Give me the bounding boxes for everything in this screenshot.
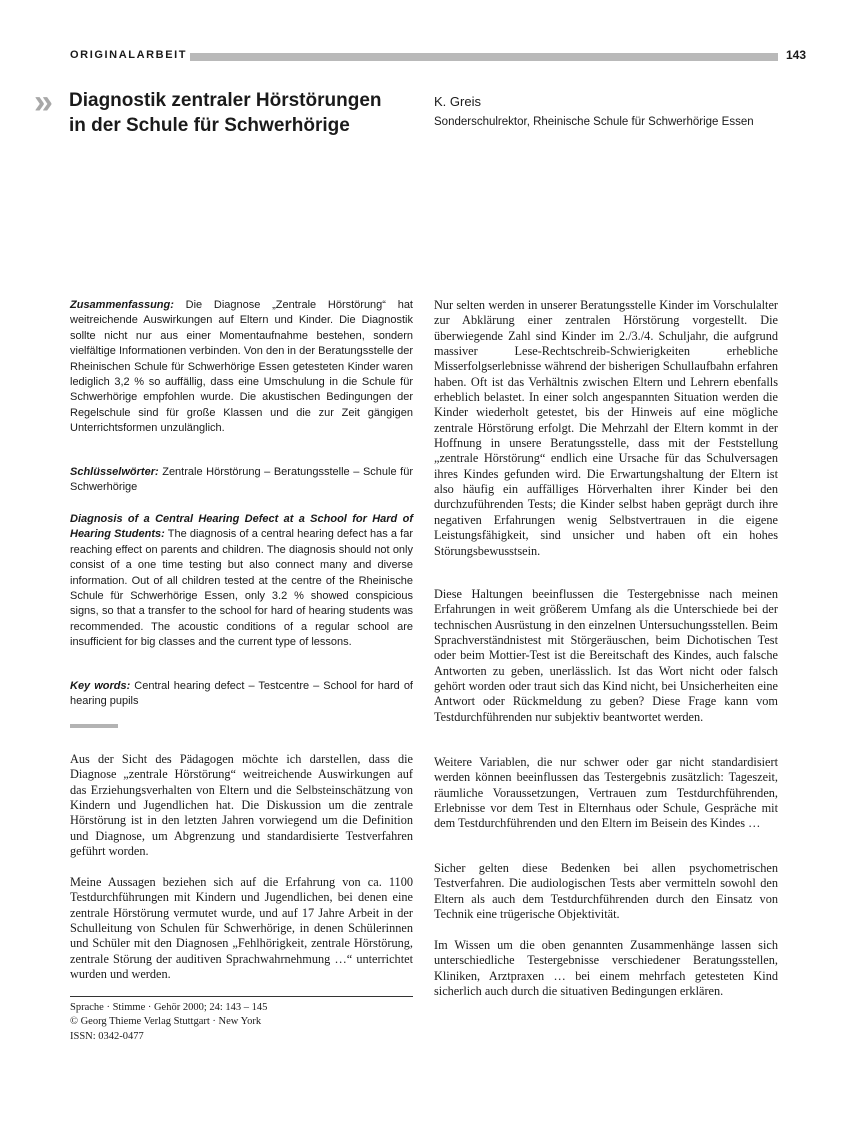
- body-paragraph: Diese Haltungen beeinflussen die Testergebnisse nach meinen Erfahrungen in weit größerem Umfang als die Unterschiede bei der technischen Ausrüstung in den einzelnen Untersuchungsstellen. Beim Sprachverständnistest mit Störgeräuschen, beim Dichotischen Test oder beim Mottier-Test ist die Bereitschaft des Kindes, auch falsche Antworten zu geben, unerlässlich. Ist das Wort nicht oder falsch gehört worden oder traut sich das Kind nicht, bei Unsicherheiten eine Antwort oder Rückmeldung zu geben? Diese Frage kann vom Testdurchführenden nur subjektiv beantwortet werden.: [434, 587, 778, 724]
- keywords-heading: Key words:: [70, 680, 131, 692]
- section-label: ORIGINALARBEIT: [70, 49, 188, 61]
- abstract-text: The diagnosis of a central hearing defect has a far reaching effect on parents and children. The diagnosis should not only consist of a one time testing but also connect many and diverse information. Out of all children tested at the centre of the Rheinische Schule für Schwerhörige Essen, only 3.2 % showed conspicious signs, so that a transfer to the school for hard of hearing students was recommended. The acoustic conditions of a regular school are insufficient for big classes and the current type of lessons.: [70, 528, 414, 649]
- header-rule: [190, 53, 778, 61]
- title-marker-icon: »: [34, 83, 47, 121]
- body-paragraph: Aus der Sicht des Pädagogen möchte ich darstellen, dass die Diagnose „zentrale Hörstörung“ weitreichende Auswirkungen auf das Erziehungsverhalten von Eltern und die Selbsteinschätzung von Kindern und Jugendlichen hat. Die Diskussion um die zentrale Hörstörung ist in den letzten Jahren vorwiegend um die Definition und Diagnose, um Abgrenzung und standardisierte Testverfahren geführt worden.: [70, 752, 413, 859]
- citation-footer: [70, 1001, 267, 1044]
- copyright-line: © Georg Thieme Verlag Stuttgart · New York: [70, 1016, 262, 1028]
- page-number: 143: [786, 48, 807, 62]
- body-paragraph: Im Wissen um die oben genannten Zusammenhänge lassen sich unterschiedliche Testergebnisse verschiedener Beratungsstellen, Kliniken, Arztpraxen … bei einem mehrfach getesteten Kind sicherlich auch durch die situativen Bedingungen erklären.: [434, 938, 778, 999]
- keywords-text: Zentrale Hörstörung – Beratungsstelle – Schule für Schwerhörige: [70, 466, 413, 494]
- issn-line: ISSN: 0342-0477: [70, 1030, 144, 1042]
- author-name: K. Greis: [434, 94, 481, 109]
- title-line: in der Schule für Schwerhörige: [69, 115, 350, 136]
- body-paragraph: Nur selten werden in unserer Beratungsstelle Kinder im Vorschulalter zur Abklärung einer zentralen Hörstörung vorgestellt. Die überwiegende Zahl sind Kinder im 2./3./4. Schuljahr, die aufgrund massiver Lese-Rechtschreib-Schwierigkeiten erhebliche Misserfolgserlebnisse während der bisherigen Schullaufbahn erfahren haben. Oft ist das Verhältnis zwischen Eltern und Lehrern ebenfalls erheblich belastet. In einer solch angespannten Situation werden die Kinder wiederholt getestet, bis der Hinweis auf eine mögliche zentrale Hörstörung erfolgt. Die Mehrzahl der Eltern kommt in der Hoffnung in unsere Beratungsstelle, dass mit der Feststellung „zentrale Hörstörung“ endlich eine Ursache für das Schulversagen ihres Kindes gefunden wird. Die Erwartungshaltung der Eltern ist also häufig ein auffälliges Hörverhalten ihrer Kinder bei den durchzuführenden Tests; die Kinder selbst haben geprägt durch ihre negativen Erfahrungen wenig Selbstvertrauen in die eigene Leistungsfähigkeit, sind unsicher und haben oft ein hohes Störungsbewusstsein.: [434, 298, 778, 558]
- footer-rule: [70, 996, 413, 997]
- abstract-english: [70, 512, 413, 651]
- author-affiliation: Sonderschulrektor, Rheinische Schule für Schwerhörige Essen: [434, 116, 754, 128]
- keywords-german: [70, 465, 413, 496]
- abstract-heading: Zusammenfassung:: [70, 299, 174, 311]
- abstract-end-rule: [70, 724, 118, 728]
- keywords-heading: Schlüsselwörter:: [70, 466, 159, 478]
- journal-citation: Sprache · Stimme · Gehör 2000; 24: 143 – 145: [70, 1002, 268, 1013]
- abstract-german: [70, 298, 413, 437]
- title-line: Diagnostik zentraler Hörstörungen: [69, 90, 382, 111]
- body-paragraph: Meine Aussagen beziehen sich auf die Erfahrung von ca. 1100 Testdurchführungen mit Kindern und Jugendlichen, bei denen eine zentrale Hörstörung vermutet wurde, und auf 17 Jahre Arbeit in der Schulleitung von Schulen für Schwerhörige, in denen Schülerinnen und Schüler mit den Diagnosen „Fehlhörigkeit, zentrale Hörstörung, zentrale Störung der auditiven Sprachwahrnehmung …“ unterrichtet wurden und werden.: [70, 875, 413, 982]
- keywords-english: [70, 679, 413, 710]
- body-paragraph: Sicher gelten diese Bedenken bei allen psychometrischen Testverfahren. Die audiologischen Tests aber vermitteln sowohl den Eltern als auch dem Testdurchführenden durch den Einsatz von Technik eine trügerische Objektivität.: [434, 861, 778, 922]
- abstract-text: Die Diagnose „Zentrale Hörstörung“ hat weitreichende Auswirkungen auf Eltern und Kinder. Die Diagnostik sollte nicht nur aus einer Momentaufnahme bestehen, sondern vielfältige Informationen verbinden. Von den in der Beratungsstelle der Rheinischen Schule für Schwerhörige Essen getesteten Kinder waren lediglich 3,2 % so auffällig, dass eine Umschulung in die Schule für Schwerhörige empfohlen wurde. Die akustischen Bedingungen der Regelschule sind für große Klassen und die zur Zeit gängigen Unterrichtsformen unzulänglich.: [70, 299, 413, 435]
- body-paragraph: Weitere Variablen, die nur schwer oder gar nicht standardisiert werden können beeinflussen das Testergebnis zusätzlich: Tageszeit, räumliche Voraussetzungen, Vertrauen zum Testdurchführenden, Erlebnisse vor dem Test in Elternhaus oder Schule, Gespräche mit dem Testdurchführenden und den Eltern im Beisein des Kindes …: [434, 755, 778, 831]
- keywords-text: Central hearing defect – Testcentre – School for hard of hearing pupils: [70, 680, 413, 708]
- abstract-heading: Diagnosis of a Central Hearing Defect at a School for Hard of Hearing Students:: [70, 513, 413, 541]
- article-title: [69, 88, 419, 138]
